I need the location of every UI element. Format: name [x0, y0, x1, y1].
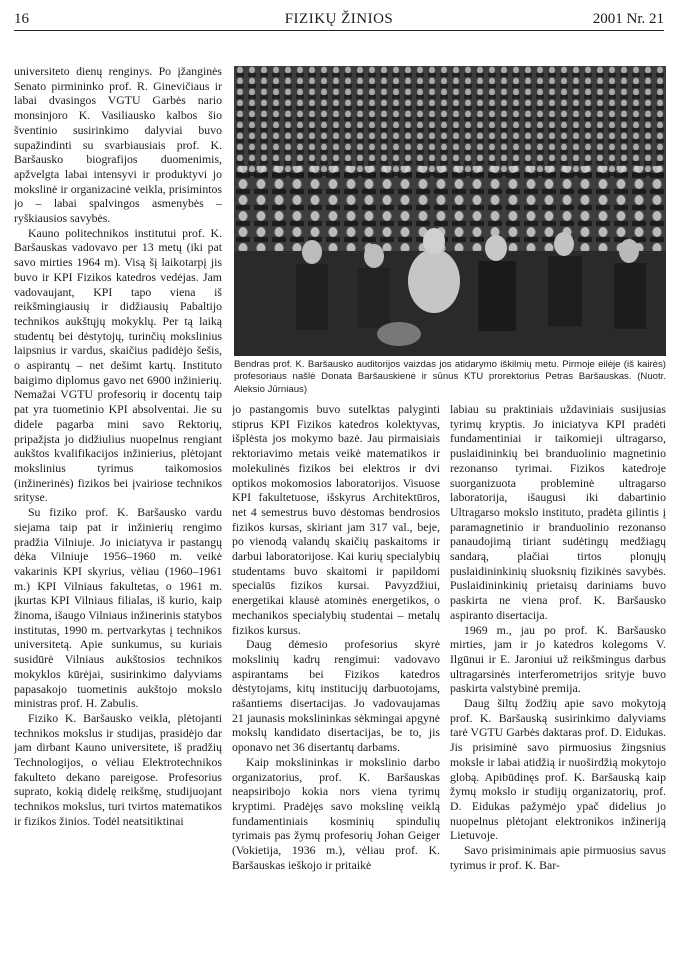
- auditorium-photo: [234, 66, 666, 356]
- paragraph: Daug šiltų žodžių apie savo mokytoją prof. K. Baršauską susirinkimo dalyviams tarė VGTU Garbės daktaras prof. D. Eidukas. Jis prisiminė savo pirmuosius žingsnius moksle ir labai atidžią ir nuoširdžią mokytojo globą. Apibūdinęs prof. K. Baršauską kaip žymų mokslo ir studijų organizatorių, prof. D. Eidukas pažymėjo ypač didelius jo nuopelnus plėtojant elektronikos inžineriją Lietuvoje.: [450, 696, 666, 843]
- paragraph: Kauno politechnikos institutui prof. K. Baršauskas vadovavo per 13 metų (iki pat savo mirties 1964 m). Visą šį laikotarpį jis buvo ir KPI Fizikos katedros vedėjas. Jam vadovaujant, KPI tapo viena iš reikšmingiausių ir didžiausių Pabaltijo technikos aukštųjų mokyklų. Per tą laiką studentų bei dėstytojų, turinčių mokslinius laipsnius ir vardus, skaičius padidėjo šešis, o aspirantų – net dešimt kartų. Instituto baigimo diplomus gavo net 6900 inžinierių. Nemažai VGTU profesorių ir docentų taip pat yra tuometinio KPI absolventai. Jie su didele pagarba mini savo Rektorių, pripažįsta jo didžiulius nuopelnus rengiant aukštos kvalifikacijos inžinierius, plėtojant mokslinius tyrimus taikomosios (inžinerinės) fizikos bei įvairiose technikos srityse.: [14, 225, 222, 505]
- publication-title: FIZIKŲ ŽINIOS: [284, 11, 394, 27]
- paragraph: universiteto dienų renginys. Po įžanginės Senato pirmininko prof. R. Ginevičiaus ir labai dvasingos VGTU Garbės nario monsinjoro K. Vasiliausko kalbos šio šventinio susirinkimo dalyviai buvo supažindinti su svarbiausiais prof. K. Baršausko biografijos duomenimis, apžvelgta labai intensyvi ir produktyvi jo mokslinė ir organizacinė veikla, prisimintos jo – labai spalvingos asmenybės – ryškiausios savybės.: [14, 64, 222, 226]
- page-header: [14, 8, 664, 31]
- paragraph: labiau su praktiniais uždaviniais susijusias tyrimų kryptis. Jo iniciatyva KPI pradėti fundamentiniai ir taikomieji ultragarso, puslaidininkių bei branduolinio magnetinio rezonanso tyrimai. Fizikos katedroje suorganizuota probleminė ultragarso laboratorija, išaugusi iki dabartinio Ultragarso mokslo instituto, pradėta gilintis į paramagnetinio ir branduolinio rezonanso panaudojimą tiriant sudėtingų medžiagų sandarą, plačiai tirtos plonųjų puslaidininkinių sluoksnių fizikinės savybės. Puslaidininkinių prietaisų dariniams buvo paskirta ne viena prof. K. Baršausko aspiranto disertacija.: [450, 402, 666, 622]
- article-column-2: [232, 402, 440, 974]
- paragraph: Kaip mokslininkas ir mokslinio darbo organizatorius, prof. K. Baršauskas neapsiribojo kokia nors viena tyrimų kryptimi. Pradėjęs savo mokslinę veiklą fundamentiniais kosminių spindulių tyrimais pas žymų profesorių Johan Geiger (Vokietija, 1936 m.), vėliau prof. K. Baršauskas ieškojo ir pritaikė: [232, 754, 440, 872]
- paragraph: 1969 m., jau po prof. K. Baršausko mirties, jam ir jo katedros kolegoms V. Ilgūnui ir E. Jaroniui už reikšmingus darbus ultragarsinės interferometrijos srityje buvo paskirta valstybinė premija.: [450, 622, 666, 696]
- issue-number: 2001 Nr. 21: [592, 11, 664, 27]
- article-column-1: [14, 64, 222, 974]
- paragraph: Fiziko K. Baršausko veikla, plėtojanti technikos mokslus ir studijas, prasidėjo dar jam dirbant Kauno universitete, iš pradžių Technologijos, o vėliau Elektrotechnikos fakulteto dekano pareigose. Profesorius suprato, kokią didelę reikšmę, studijuojant technikos mokslus, turi tvirtos matematikos ir fizikos žinios. Todėl neatsitiktinai: [14, 710, 222, 828]
- photo-caption: Bendras prof. K. Baršausko auditorijos vaizdas jos atidarymo iškilmių metu. Pirmoje eilėje (iš kairės) profesoriaus našlė Donata Baršauskienė ir sūnus KTU prorektorius Petras Baršauskas. (Nuotr. Aleksio Jūrniaus): [234, 359, 666, 395]
- paragraph: jo pastangomis buvo sutelktas palyginti stiprus KPI Fizikos katedros kolektyvas, išplėsta jos mokymo bazė. Jau pirmaisiais rektoriavimo metais veikė matematikos ir molekulinės fizikos bei elektros ir dvi optikos mokomosios laboratorijos. Visuose KPI fakultetuose, išskyrus Architektūros, net 4 semestrus buvo dėstomas bendrosios fizikos kursas, skiriant jam 317 val., beje, po vienodą valandų skaičių paskaitoms ir darbui laboratorijose. Kai kurių specialybių studentams buvo skaitomi ir papildomi specialūs fizikos kursai. Pavyzdžiui, energetikai klausė atominės energetikos, o mechanikos specialybių studentai – metalų fizikos kursus.: [232, 402, 440, 637]
- article-column-3: [450, 402, 666, 974]
- page-number: 16: [14, 11, 29, 27]
- paragraph: Savo prisiminimais apie pirmuosius savus tyrimus ir prof. K. Bar-: [450, 843, 666, 872]
- audience-illustration: [234, 66, 666, 356]
- paragraph: Su fiziko prof. K. Baršausko vardu siejama taip pat ir inžinierių rengimo pradžia Vilniuje. Jo iniciatyva ir pastangų dėka Vilniuje 1956–1960 m. veikė vakarinis KPI skyrius, vėliau (1960–1961 m.) KPI Vilniaus fakultetas, o 1961 m. įkurtas KPI Vilniaus filialas, iš kurio, kaip žinoma, išaugo Vilniaus inžinerinis statybos institutas, 1990 m. pertvarkytas į technikos universitetą. Apie sunkumus, su kuriais susidūrė Vilniaus aukštosios technikos mokyklos kūrėjai, susirinkimo dalyviams papasakojo tuometinis aukštojo mokslo ministras prof. H. Zabulis.: [14, 505, 222, 711]
- paragraph: Daug dėmesio profesorius skyrė mokslinių kadrų rengimui: vadovavo aspirantams bei Fizikos katedros dėstytojams, kitų institucijų darbuotojams, rašantiems disertacijas. Jo vadovaujamas 21 jaunasis mokslininkas sėkmingai apgynė mokslų kandidato disertacijas, be to, jis oponavo net 36 disertantų darbams.: [232, 637, 440, 755]
